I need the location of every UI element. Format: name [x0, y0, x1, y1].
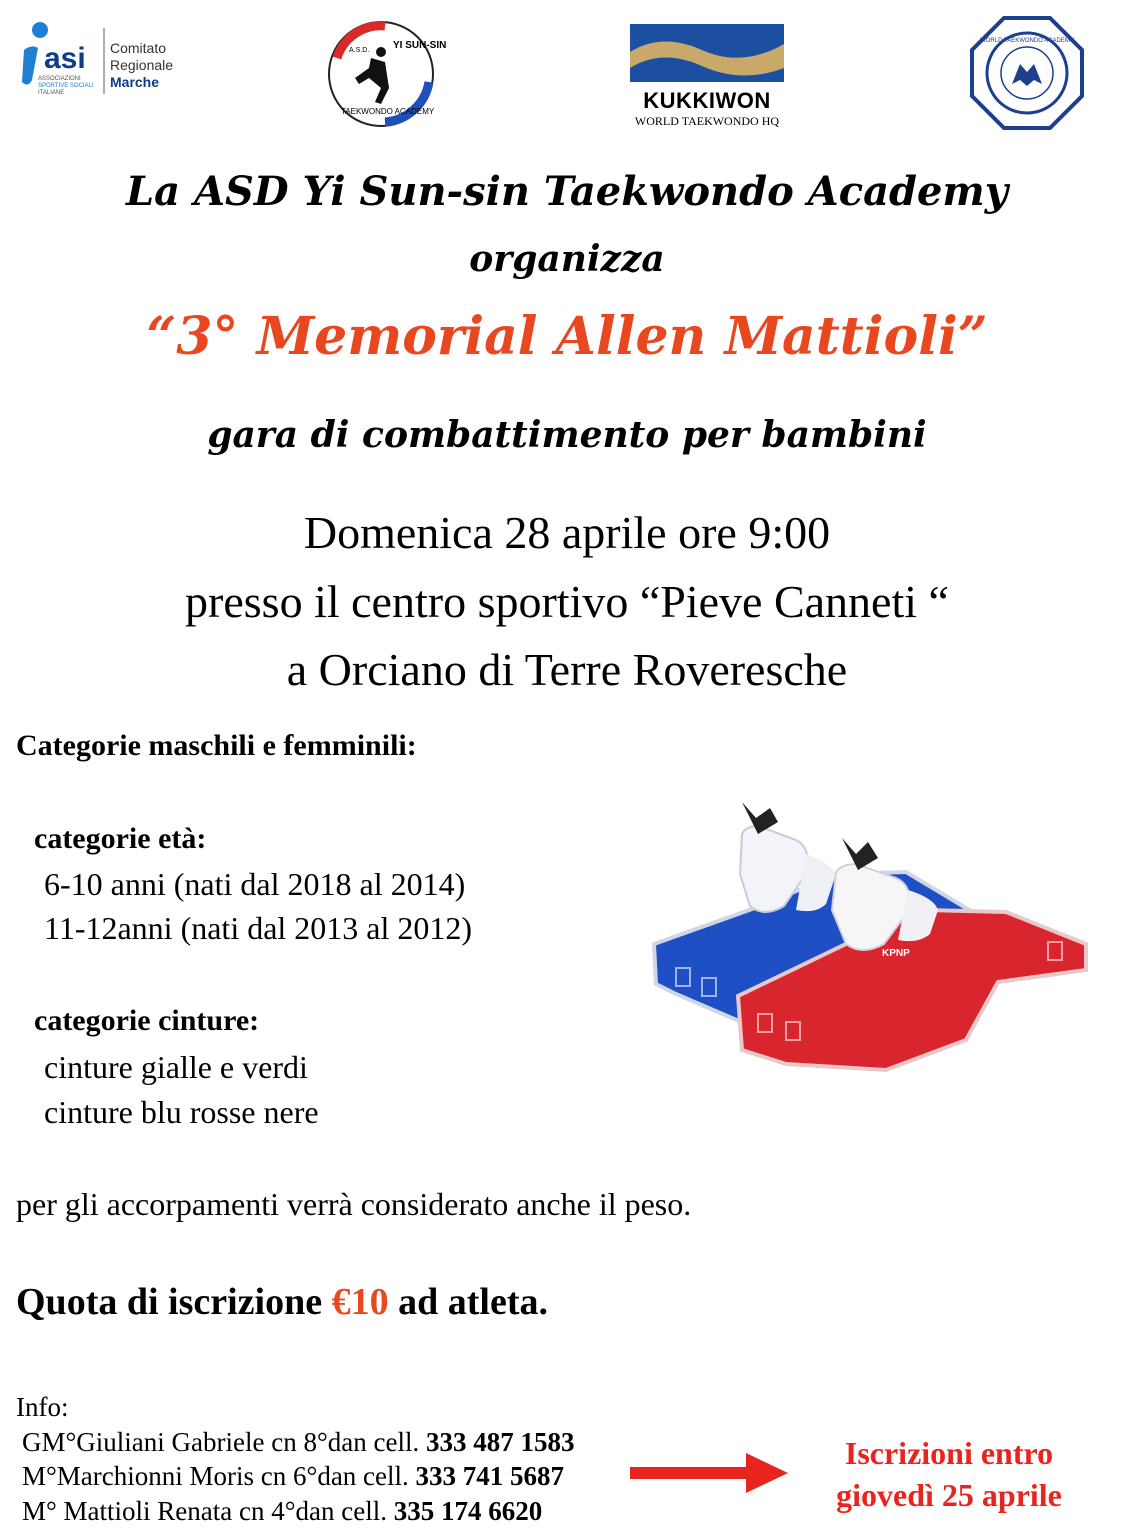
contact-line [22, 1496, 542, 1527]
event-place: presso il centro sportivo “Pieve Canneti “ [185, 576, 949, 627]
belt-category-item: cinture gialle e verdi [44, 1049, 308, 1085]
svg-text:ASSOCIAZIONI: ASSOCIAZIONI [38, 76, 81, 82]
svg-text:TAEKWONDO ACADEMY: TAEKWONDO ACADEMY [341, 107, 435, 116]
fee-amount: €10 [331, 1281, 389, 1323]
asi-logo [18, 18, 198, 108]
deadline-line-2: giovedì 25 aprile [836, 1477, 1062, 1513]
svg-text:SPORTIVE SOCIALI: SPORTIVE SOCIALI [38, 83, 94, 89]
registration-fee [16, 1280, 548, 1324]
kukkiwon-subtitle: WORLD TAEKWONDO HQ [634, 114, 780, 128]
contact-line [22, 1427, 574, 1458]
belt-categories-heading: categorie cinture: [34, 1004, 260, 1037]
fee-prefix: Quota di iscrizione [16, 1281, 332, 1323]
svg-text:asi: asi [44, 42, 86, 75]
kukkiwon-name: KUKKIWON [643, 88, 771, 113]
asi-logo-text [110, 40, 173, 91]
age-category-item: 6-10 anni (nati dal 2018 al 2014) [44, 866, 466, 902]
contact-phone: 335 174 6620 [393, 1496, 543, 1526]
age-categories-heading: categorie età: [34, 822, 207, 855]
right-arrow-icon [630, 1451, 790, 1495]
fee-suffix: ad atleta. [388, 1281, 548, 1323]
svg-text:WORLD TAEKWONDO ACADEMY: WORLD TAEKWONDO ACADEMY [980, 38, 1074, 44]
asi-line-3: Marche [110, 74, 160, 90]
taekwondo-chest-protectors-image [646, 794, 1098, 1094]
svg-text:A.S.D.: A.S.D. [349, 47, 370, 54]
asi-mark [18, 18, 110, 98]
event-subtitle: gara di combattimento per bambini [207, 414, 927, 456]
event-town: a Orciano di Terre Roveresche [286, 644, 848, 695]
deadline-line-1: Iscrizioni entro [844, 1435, 1054, 1471]
contact-name: GM°Giuliani Gabriele cn 8°dan cell. [22, 1427, 426, 1457]
info-heading: Info: [16, 1392, 69, 1422]
organizer-heading: La ASD Yi Sun-sin Taekwondo Academy [126, 168, 1008, 215]
svg-text:ITALIANE: ITALIANE [38, 90, 65, 96]
categories-heading: Categorie maschili e femminili: [16, 729, 417, 762]
world-taekwondo-academy-logo [968, 14, 1086, 132]
yi-sun-sin-academy-logo [325, 18, 447, 130]
weight-note: per gli accorpamenti verrà considerato anche il peso. [16, 1186, 692, 1222]
svg-text:YI SUN-SIN: YI SUN-SIN [393, 40, 447, 51]
organizes-text: organizza [469, 238, 665, 280]
asi-line-1: Comitato [110, 40, 167, 56]
kukkiwon-logo [622, 22, 792, 132]
event-title: “3° Memorial Allen Mattioli” [146, 306, 988, 367]
belt-category-item: cinture blu rosse nere [44, 1094, 319, 1130]
contact-phone: 333 487 1583 [425, 1427, 575, 1457]
contact-name: M° Mattioli Renata cn 4°dan cell. [22, 1496, 394, 1526]
svg-text:KPNP: KPNP [882, 948, 910, 959]
contact-name: M°Marchionni Moris cn 6°dan cell. [22, 1461, 416, 1491]
registration-deadline [804, 1432, 1094, 1516]
asi-line-2: Regionale [110, 57, 174, 73]
event-date: Domenica 28 aprile ore 9:00 [303, 507, 831, 558]
contact-phone: 333 741 5687 [415, 1461, 565, 1491]
age-category-item: 11-12anni (nati dal 2013 al 2012) [44, 910, 473, 946]
contact-line [22, 1461, 564, 1492]
